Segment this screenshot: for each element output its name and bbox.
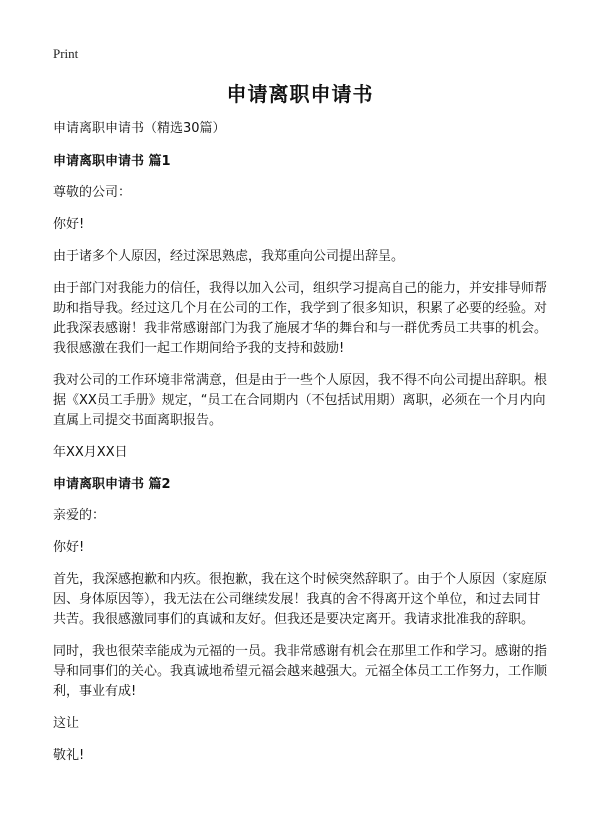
section-2-paragraph: 同时，我也很荣幸能成为元福的一员。我非常感谢有机会在那里工作和学习。感谢的指导和同事们的关心。我真诚地希望元福会越来越强大。元福全体员工工作努力，工作顺利，事业有成! [53,644,548,699]
section-2-paragraph: 首先，我深感抱歉和内疚。很抱歉，我在这个时候突然辞职了。由于个人原因（家庭原因、身体原因等），我无法在公司继续发展！我真的舍不得离开这个单位，和过去同甘共苦。我很感激同事们的真诚和友好。但我还是要决定离开。我请求批准我的辞职。 [53,572,548,627]
section-2-heading: 申请离职申请书 篇2 [53,477,171,492]
print-link[interactable]: Print [53,46,79,61]
section-1-paragraph: 由于部门对我能力的信任，我得以加入公司，组织学习提高自己的能力，并安排导师帮助和指导我。经过这几个月在公司的工作，我学到了很多知识，积累了必要的经验。对此我深表感谢！我非常感谢部门为我了施展才华的舞台和与一群优秀员工共事的机会。我很感激在我们一起工作期间给予我的支持和鼓励! [53,281,548,356]
section-2-salute: 敬礼! [53,748,85,763]
document-body [53,119,553,778]
section-2-salutation: 亲爱的： [53,508,106,523]
section-1-heading: 申请离职申请书 篇1 [53,154,171,169]
section-1-date: 年XX月XX日 [53,445,128,460]
section-1-greeting: 你好! [53,217,85,232]
page-title: 申请离职申请书 [226,82,374,106]
section-2-greeting: 你好! [53,540,85,555]
section-1-paragraph: 我对公司的工作环境非常满意，但是由于一些个人原因，我不得不向公司提出辞职。根据《XX员工手册》规定，“员工在合同期内（不包括试用期）离职，必须在一个月内向直属上司提交书面离职报告。 [53,373,548,428]
section-1-paragraph: 由于诸多个人原因，经过深思熟虑，我郑重向公司提出辞呈。 [53,249,405,264]
section-2-closing: 这让 [53,716,80,731]
document-subtitle: 申请离职申请书（精选30篇） [53,121,226,136]
section-1-salutation: 尊敬的公司： [53,185,132,200]
